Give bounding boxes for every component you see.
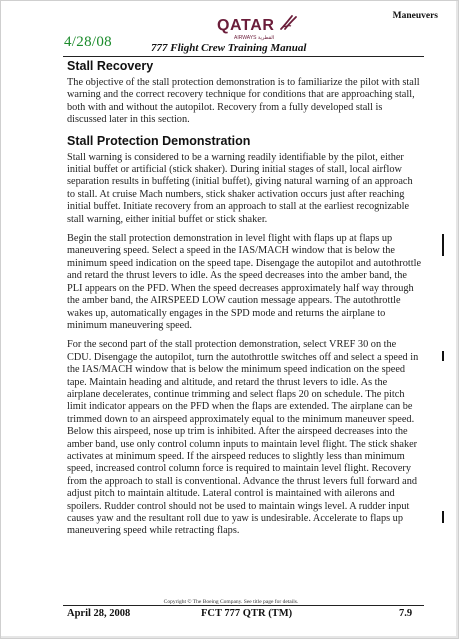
change-bar xyxy=(442,234,444,256)
paragraph-stall-warning: Stall warning is considered to be a warning readily identifiable by the pilot, either initial buffet or artificial (stick shaker). During initial stages of stall, local airflow separation results in buffeting (initial buffet), giving natural warning of an approach to stall. At cruise Mach numbers, stick shaker activation occurs just after reaching initial buffet. Initiate recovery from an approach to stall at the earliest recognizable stall warning, either initial buffet or stick shaker. xyxy=(67,151,413,225)
handwritten-date: 4/28/08 xyxy=(64,34,112,50)
copyright-notice: Copyright © The Boeing Company. See title page for details. xyxy=(163,599,299,605)
page-content xyxy=(67,59,421,545)
change-bar xyxy=(442,351,444,361)
paragraph-demonstration-second-part: For the second part of the stall protection demonstration, select VREF 30 on the CDU. Disengage the autopilot, turn the autothrottle switches off and select a speed in the IAS/MACH window that is below the minimum speed indication on the speed tape. Maintain heading and altitude, and retard the thrust levers to idle. As the airplane decelerates, continue trimming and select flaps 20 on schedule. The pitch limit indicator appears on the PFD when the flaps are extended. The airplane can be trimmed down to an airspeed approximately equal to the minimum maneuver speed. Below this airspeed, nose up trim is inhibited. After the airspeed decreases into the amber band, use only control column inputs to maintain level flight. The stick shaker activates at minimum speed. If the airspeed reduces to slightly less than minimum speed, increased control column force is required to maintain level flight. Recovery from the approach to stall is conventional. Advance the thrust levers full forward and adjust pitch to maintain altitude. Lateral control is maintained with ailerons and spoilers. Rudder control should not be used to maintain wings level. A rudder input causes yaw and the resultant roll due to yaw is undesirable. Accelerate to flaps up maneuvering speed while retracting flaps. xyxy=(67,339,419,537)
section-name: Maneuvers xyxy=(392,11,438,21)
logo-wordmark: QATAR xyxy=(217,17,275,34)
change-bar xyxy=(442,511,444,523)
paragraph-stall-recovery: The objective of the stall protection demonstration is to familiarize the pilot with stall warning and the correct recovery technique for conditions that are approaching stall, both with and without the autopilot. Recovery from a fully developed stall is discussed later in this section. xyxy=(67,77,420,126)
logo-subtitle: AIRWAYS القطرية xyxy=(234,35,275,41)
heading-stall-recovery: Stall Recovery xyxy=(67,59,154,73)
page-number: 7.9 xyxy=(399,608,413,619)
airline-logo xyxy=(217,13,295,41)
manual-title: 777 Flight Crew Training Manual xyxy=(151,42,307,54)
header-divider xyxy=(63,56,424,57)
footer-divider xyxy=(63,605,424,606)
paragraph-demonstration-first-part: Begin the stall protection demonstration in level flight with flaps up at flaps up maneuvering speed. Select a speed in the IAS/MACH window that is below the minimum speed indication on the speed tape. Disengage the autopilot and autothrottle and retard the thrust levers to idle. As the speed decreases into the amber band, the PLI appears on the PFD. When the speed decreases approximately half way through the amber band, the AIRSPEED LOW caution message appears. The autothrottle wakes up, automatically engages in the SPD mode and returns the airplane to minimum maneuvering speed. xyxy=(67,233,422,331)
oryx-logo-icon xyxy=(279,13,299,33)
footer-date: April 28, 2008 xyxy=(67,608,131,619)
heading-stall-protection-demonstration: Stall Protection Demonstration xyxy=(67,133,251,148)
footer-document-id: FCT 777 QTR (TM) xyxy=(201,608,293,619)
